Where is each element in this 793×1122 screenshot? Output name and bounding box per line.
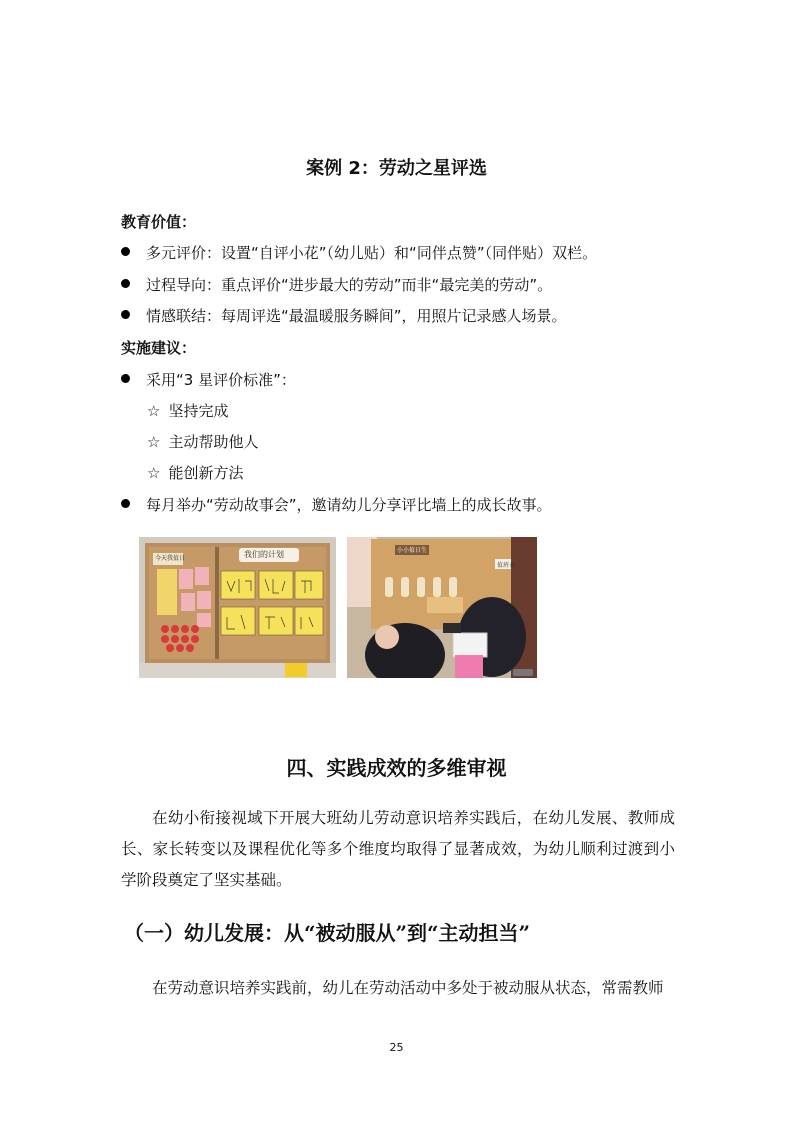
suggest-text: 每月举办“劳动故事会”，邀请幼儿分享评比墙上的成长故事。	[146, 496, 552, 514]
edu-value-item	[121, 305, 567, 326]
suggest-item	[121, 369, 296, 390]
edu-value-heading: 教育价值：	[121, 213, 197, 231]
bullet-icon	[121, 310, 130, 319]
suggest-item	[121, 494, 552, 515]
case-title: 案例 2：劳动之星评选	[306, 158, 487, 179]
evaluation-wall-photo	[139, 537, 336, 678]
section-paragraph: 在幼小衔接视域下开展大班幼儿劳动意识培养实践后，在幼儿发展、教师成长、家长转变以及课程优化等多个维度均取得了显著成效，为幼儿顺利过渡到小学阶段奠定了坚实基础。	[121, 809, 675, 889]
star-criterion	[147, 462, 243, 483]
edu-value-text: 情感联结：每周评选“最温暖服务瞬间”，用照片记录感人场景。	[146, 307, 567, 325]
bullet-icon	[121, 374, 130, 383]
star-criterion-text: 主动帮助他人	[168, 433, 259, 451]
bullet-icon	[121, 499, 130, 508]
star-criterion-text: 坚持完成	[168, 402, 229, 420]
duty-tag-label: 值班表	[497, 562, 516, 569]
star-outline-icon: ☆	[147, 433, 161, 451]
children-activity-photo	[347, 537, 537, 678]
star-outline-icon: ☆	[147, 464, 161, 482]
edu-value-text: 过程导向：重点评价“进步最大的劳动”而非“最完美的劳动”。	[146, 276, 553, 294]
subsection-title: （一）幼儿发展：从“被动服从”到“主动担当”	[124, 921, 531, 945]
edu-value-text: 多元评价：设置“自评小花”（幼儿贴）和“同伴点赞”（同伴贴）双栏。	[146, 244, 598, 262]
suggest-heading: 实施建议：	[121, 339, 197, 357]
edu-value-item	[121, 242, 597, 263]
star-criterion	[147, 400, 228, 421]
page-number: 25	[389, 1041, 404, 1054]
subsection-paragraph: 在劳动意识培养实践前，幼儿在劳动活动中多处于被动服从状态，常需教师	[152, 979, 664, 997]
section-title: 四、实践成效的多维审视	[286, 756, 507, 780]
board-corner-label: 今天我值日	[155, 555, 186, 562]
bullet-icon	[121, 247, 130, 256]
board-caption: 我们的计划	[244, 550, 284, 559]
edu-value-item	[121, 274, 552, 295]
suggest-text: 采用“3 星评价标准”：	[146, 371, 296, 389]
class-sign-label: 小小值日生	[397, 547, 428, 554]
star-criterion-text: 能创新方法	[168, 464, 244, 482]
star-criterion	[147, 431, 258, 452]
star-outline-icon: ☆	[147, 402, 161, 420]
bullet-icon	[121, 279, 130, 288]
